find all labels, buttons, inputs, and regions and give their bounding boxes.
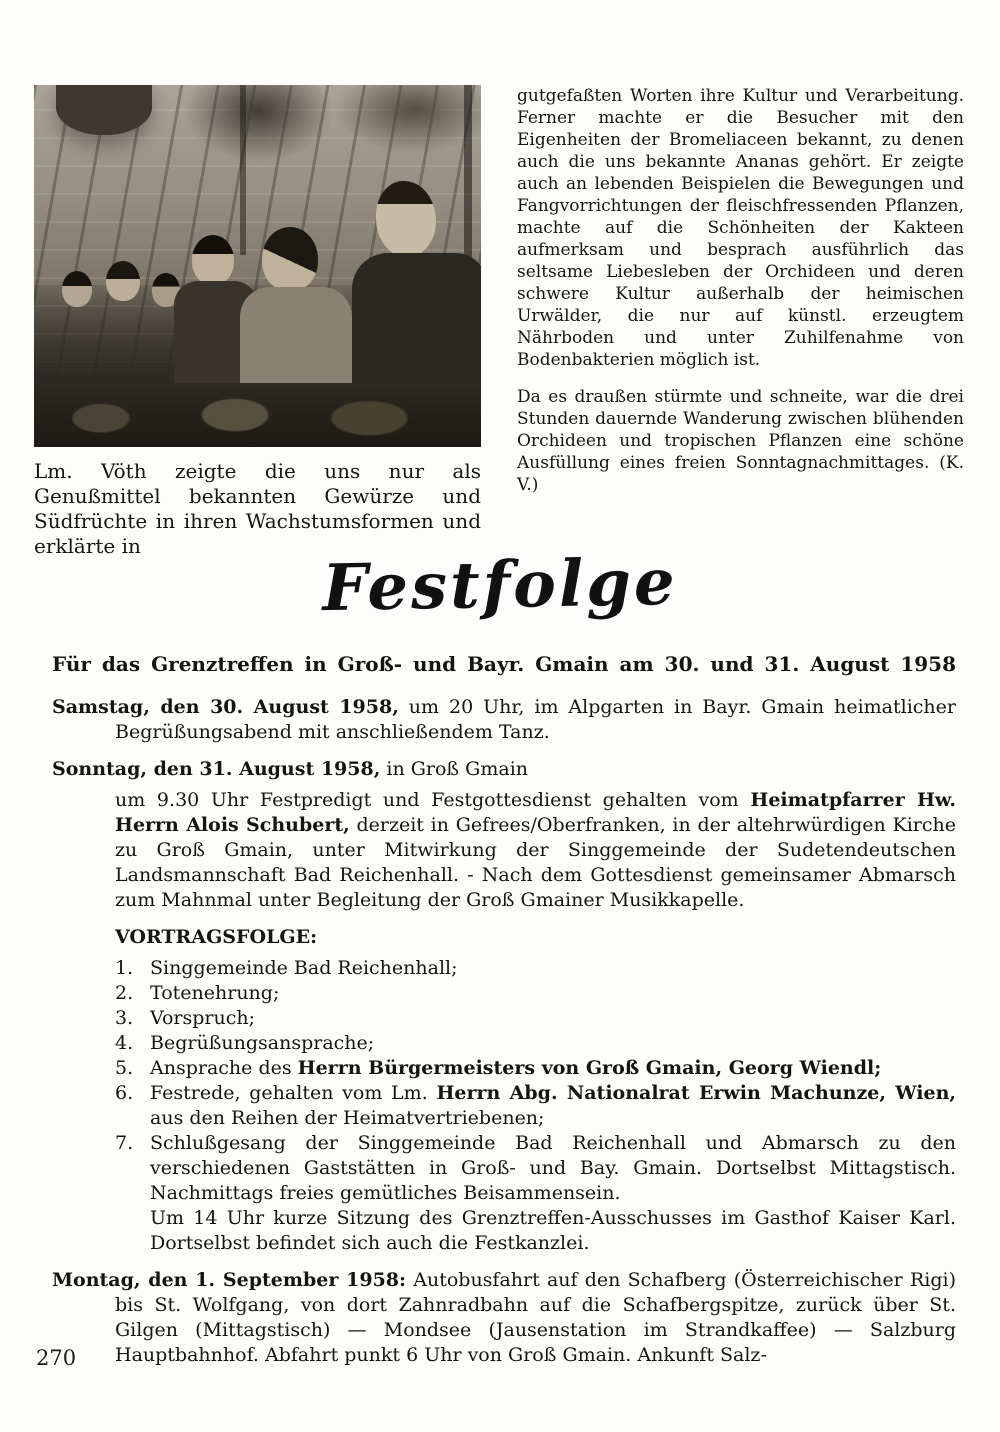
- festfolge-script-title: Festfolge: [321, 544, 679, 627]
- item-text: [150, 981, 956, 1006]
- text-segment: Samstag, den 30. August 1958,: [52, 696, 399, 718]
- article-paragraph: Da es draußen stürmte und schneite, war die drei Stunden dauernde Wanderung zwischen blühenden Orchideen und tropischen Pflanzen eine schöne Ausfüllung eines freien Sonntagnachmittages. (K. V.): [517, 387, 964, 495]
- program-item-4: [115, 1031, 956, 1056]
- item-text: [150, 1131, 956, 1206]
- photo-foreground-foliage: [34, 383, 481, 447]
- sonntag-detail-paragraph: [115, 788, 956, 913]
- text-segment: Sonntag, den 31. August 1958,: [52, 758, 381, 780]
- text-segment: Ansprache des: [150, 1057, 298, 1079]
- text-segment: um 20 Uhr, im Alpgarten in Bayr. Gmain heimatlicher Begrüßungsabend mit anschließendem Tanz.: [115, 696, 956, 743]
- item-number: 3.: [115, 1007, 134, 1029]
- text-segment: Vorspruch;: [150, 1007, 256, 1029]
- program-day-sonntag: [52, 757, 956, 782]
- two-column-article: [34, 85, 964, 559]
- program-item-1: [115, 956, 956, 981]
- item-number: 1.: [115, 957, 134, 979]
- visitor-head: [262, 227, 318, 291]
- text-segment: Autobusfahrt auf den Schafberg (Österreichischer Rigi) bis St. Wolfgang, von dort Zahnradbahn auf die Schafbergspitze, zurück über St. Gilgen (Mittagstisch) — Mondsee (Jausenstation im Strandkaffee) — Salzburg Hauptbahnhof. Abfahrt punkt 6 Uhr von Groß Gmain. Ankunft Salz-: [115, 1269, 956, 1366]
- page-number: 270: [36, 1346, 77, 1370]
- article-paragraph: gutgefaßten Worten ihre Kultur und Verarbeitung. Ferner machte er die Besucher mit den Eigenheiten der Bromeliaceen bekannt, zu denen auch die uns bekannte Ananas gehört. Er zeigte auch an lebenden Beispielen die Bewegungen und Fangvorrichtungen der fleischfressenden Pflanzen, machte auf die Schönheiten der Kakteen aufmerksam und besprach ausführlich das seltsame Liebesleben der Orchideen und deren schwere Kultur außerhalb der heimischen Urwälder, die nur auf künstl. erzeugtem Nährboden und unter Zuhilfenahme von Bodenbakterien möglich ist.: [517, 86, 964, 370]
- festfolge-subtitle: Für das Grenztreffen in Groß- und Bayr. Gmain am 30. und 31. August 1958: [52, 652, 956, 676]
- text-segment: aus den Reihen der Heimatvertriebenen;: [150, 1107, 545, 1129]
- text-segment: Begrüßungsansprache;: [150, 1032, 375, 1054]
- right-column: [517, 85, 964, 559]
- program-day-samstag: [52, 695, 956, 745]
- item-text: [150, 1056, 956, 1081]
- text-segment: derzeit in Gefrees/Oberfranken, in der altehrwürdigen Kirche zu Groß Gmain, unter Mitwirkung der Singgemeinde der Sudetendeutschen Landsmannschaft Bad Reichenhall. - Nach dem Gottesdienst gemeinsamer Abmarsch zum Mahnmal unter Begleitung der Groß Gmainer Musikkapelle.: [115, 814, 956, 911]
- text-segment: Singgemeinde Bad Reichenhall;: [150, 957, 458, 979]
- text-segment: um 9.30 Uhr Festpredigt und Festgottesdienst gehalten vom: [115, 789, 751, 811]
- text-segment: Herrn Bürgermeisters von Groß Gmain, Georg Wiendl;: [297, 1057, 882, 1079]
- visitor-head: [376, 181, 436, 257]
- item-number: 4.: [115, 1032, 134, 1054]
- text-segment: Montag, den 1. September 1958:: [52, 1269, 407, 1291]
- item-text: [150, 1081, 956, 1131]
- plant-silhouette: [184, 85, 334, 161]
- greenhouse-visit-photo: [34, 85, 481, 447]
- text-segment: Schlußgesang der Singgemeinde Bad Reichenhall und Abmarsch zu den verschiedenen Gaststätten in Groß- und Bay. Gmain. Dortselbst Mittagstisch. Nachmittags freies gemütliches Beisammensein.: [150, 1132, 956, 1204]
- program-item-7: [115, 1131, 956, 1206]
- festfolge-section: [52, 652, 956, 1380]
- plant-silhouette: [334, 85, 481, 153]
- left-column: [34, 85, 481, 559]
- text-segment: Herrn Abg. Nationalrat Erwin Machunze, Wien,: [436, 1082, 956, 1104]
- hanging-basket-shape: [56, 85, 152, 135]
- vortragsfolge-heading: VORTRAGSFOLGE:: [115, 926, 318, 948]
- item-number: 2.: [115, 982, 134, 1004]
- visitor-head: [62, 271, 92, 307]
- visitor-head: [106, 261, 140, 301]
- item-number: 5.: [115, 1057, 134, 1079]
- visitor-head: [192, 235, 234, 285]
- greenhouse-post: [240, 85, 246, 255]
- left-column-text: Lm. Vöth zeigte die uns nur als Genußmittel bekannten Gewürze und Südfrüchte in ihren Wachstumsformen und erklärte in: [34, 459, 481, 558]
- program-list: [115, 956, 956, 1206]
- text-segment: Heimatpfarrer Hw. Herrn Alois Schubert,: [115, 789, 956, 836]
- program-item-3: [115, 1006, 956, 1031]
- text-segment: in Groß Gmain: [380, 758, 529, 780]
- program-day-montag: [52, 1268, 956, 1368]
- item-text: [150, 1031, 956, 1056]
- item-number: 6.: [115, 1082, 134, 1104]
- item-text: [150, 1006, 956, 1031]
- text-segment: Totenehrung;: [150, 982, 280, 1004]
- program-item-5: [115, 1056, 956, 1081]
- program-item-2: [115, 981, 956, 1006]
- text-segment: Festrede, gehalten vom Lm.: [150, 1082, 437, 1104]
- item-number: 7.: [115, 1132, 134, 1154]
- program-note: Um 14 Uhr kurze Sitzung des Grenztreffen-Ausschusses im Gasthof Kaiser Karl. Dortselbst befindet sich auch die Festkanzlei.: [150, 1207, 956, 1254]
- program-item-6: [115, 1081, 956, 1131]
- item-text: [150, 956, 956, 981]
